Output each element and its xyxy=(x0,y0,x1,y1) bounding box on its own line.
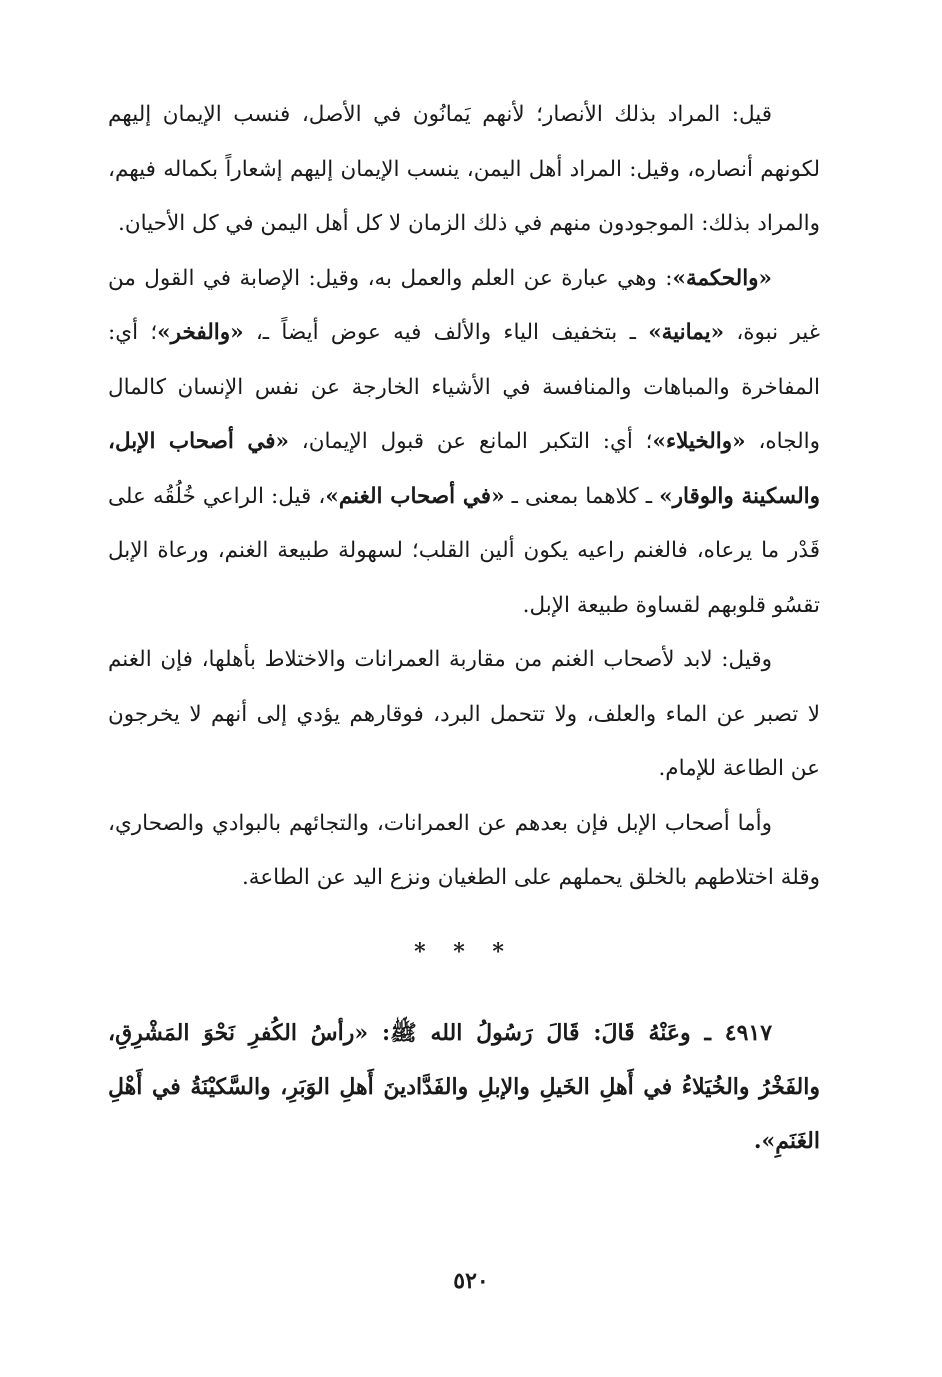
paragraph-2-text-3: ؛ أي: المفاخرة والمباهات والمنافسة في الأشياء الخارجة عن نفس الإنسان كالمال والجاه، xyxy=(108,320,820,454)
paragraph-3-text: وقيل: لابد لأصحاب الغنم من مقاربة العمرانات والاختلاط بأهلها، فإن الغنم لا تصبر عن الماء والعلف، ولا تتحمل البرد، فوقارهم يؤدي إلى أنهم لا يخرجون عن الطاعة للإمام. xyxy=(108,647,820,781)
page-body xyxy=(108,88,820,1190)
hadith-body: ٤٩١٧ ـ وعَنْهُ قَالَ: قَالَ رَسُولُ الله ﷺ: «رأسُ الكُفرِ نَحْوَ المَشْرِقِ، والفَخْرُ والخُيَلاءُ في أَهلِ الخَيلِ والإبلِ والفَدَّادينَ أَهلِ الوَبَرِ، والسَّكيْنَةُ في أَهْلِ الغَنَمِ». xyxy=(108,1019,820,1154)
term-ashab-al-ibil: «في أصحاب الإبل، والسكينة والوقار» xyxy=(108,429,820,509)
paragraph-2-text-4: ؛ أي: التكبر المانع عن قبول الإيمان، xyxy=(288,429,653,454)
paragraph-2-text-1: : وهي عبارة عن العلم والعمل به، وقيل: الإصابة في القول من غير نبوة، xyxy=(108,265,820,345)
term-yamaniya: «يمانية» xyxy=(648,320,725,345)
paragraph-2 xyxy=(108,252,820,634)
paragraph-2-text-5: ـ كلاهما بمعنى ـ xyxy=(504,483,660,509)
hadith-text xyxy=(108,1006,820,1168)
paragraph-1-text: قيل: المراد بذلك الأنصار؛ لأنهم يَمانُون في الأصل، فنسب الإيمان إليهم لكونهم أنصاره، وقيل: المراد أهل اليمن، ينسب الإيمان إليهم إشعاراً بكماله فيهم، والمراد بذلك: الموجودون منهم في ذلك الزمان لا كل أهل اليمن في كل الأحيان. xyxy=(108,102,820,236)
paragraph-1 xyxy=(108,88,820,252)
paragraph-3 xyxy=(108,633,820,797)
section-separator: * * * xyxy=(414,938,514,965)
term-ashab-al-ghanam: «في أصحاب الغنم» xyxy=(325,483,505,509)
term-hikma: «والحكمة» xyxy=(672,265,772,291)
term-fakhr: «والفخر» xyxy=(157,320,244,345)
paragraph-2-text-6: ، قيل: الراعي خُلُقُه على قَدْر ما يرعاه، فالغنم راعيه يكون ألين القلب؛ لسهولة طبيعة الغنم، ورعاة الإبل تقسُو قلوبهم لقساوة طبيعة الإبل. xyxy=(108,483,820,618)
term-khuyala: «والخيلاء» xyxy=(652,429,746,454)
paragraph-4-text: وأما أصحاب الإبل فإن بعدهم عن العمرانات، والتجائهم بالبوادي والصحاري، وقلة اختلاطهم بالخلق يحملهم على الطغيان ونزع اليد عن الطاعة. xyxy=(108,810,820,890)
paragraph-4 xyxy=(108,797,820,906)
paragraph-2-text-2: ـ بتخفيف الياء والألف فيه عوض أيضاً ـ، xyxy=(243,320,649,345)
page-number: ٥٢٠ xyxy=(453,1268,489,1294)
